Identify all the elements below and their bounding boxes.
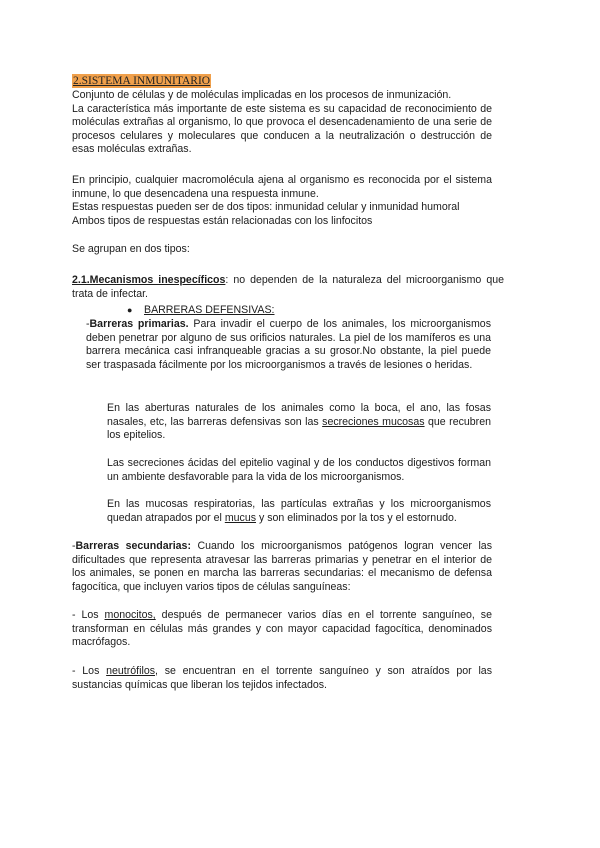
dash-prefix: - Los xyxy=(72,665,107,677)
respiratory-mucosa-paragraph xyxy=(107,498,491,525)
monocytes-term: monocitos, xyxy=(104,609,156,621)
neutrophils-text: , se encuentran en el torrente sanguíneo y son atraídos por las sustancias químicas que liberan los tejidos infectados. xyxy=(72,665,492,691)
intro-paragraph xyxy=(72,89,492,157)
dash-prefix: - xyxy=(86,318,90,330)
dash-prefix: - xyxy=(72,540,76,552)
primary-barriers-text: Para invadir el cuerpo de los animales, los microorganismos deben penetrar por alguno de sus orificios naturales. La piel de los mamíferos es una barrera mecánica casi infranqueable gracias a su grosor.No obstante, la piel puede ser traspasada fácilmente por los microorganismos a través de lesiones o heridas. xyxy=(86,318,491,371)
primary-barriers-label: Barreras primarias. xyxy=(89,318,189,330)
intro-text: La característica más importante de este sistema es su capacidad de reconocimiento de moléculas extrañas al organismo, lo que provoca el desencadenamiento de una serie de procesos celulares y moleculares que conducen a la neutralización o destrucción de esas moléculas extrañas. xyxy=(72,102,492,156)
openings-text-end: que recubren los epitelios. xyxy=(107,415,491,442)
acid-secretions-paragraph: Las secreciones ácidas del epitelio vaginal y de los conductos digestivos forman un ambiente desfavorable para la vida de los microorganismos. xyxy=(107,457,491,483)
lymphocytes-text: Ambos tipos de respuestas están relacionadas con los linfocitos xyxy=(72,214,373,227)
bullet-icon: ● xyxy=(127,305,133,315)
dash-prefix: - Los xyxy=(72,609,105,621)
subsection-heading: 2.1.Mecanismos inespecíficos xyxy=(72,274,226,286)
neutrophils-term: neutrófilos xyxy=(106,665,156,677)
response-types-text: Estas respuestas pueden ser de dos tipos: inmunidad celular y inmunidad humoral xyxy=(72,201,460,214)
secondary-barriers-text: Cuando los microorganismos patógenos logran vencer las dificultades que representa atravesar las barreras primarias y penetrar en el interior de los animales, se ponen en marcha las barreras secundarias: el mecanismo de defensa fagocítica, que incluyen varios tipos de células sanguíneas: xyxy=(72,540,492,593)
openings-paragraph xyxy=(107,402,491,443)
openings-text: En las aberturas naturales de los animales como la boca, el ano, las fosas nasales, etc, las barreras defensivas son las xyxy=(107,402,491,428)
monocytes-text: después de permanecer varios días en el torrente sanguíneo, se transforman en células más grandes y con mayor capacidad fagocítica, denominados macrófagos. xyxy=(72,609,492,649)
mecanismos-paragraph xyxy=(72,274,504,301)
subsection-intro: : no dependen de la naturaleza del microorganismo que trata de infectar. xyxy=(72,274,504,300)
secondary-barriers-label: Barreras secundarias: xyxy=(75,540,191,552)
respiratory-text: En las mucosas respiratorias, las partículas extrañas y los microorganismos quedan atrapados por el xyxy=(107,498,491,524)
bullet-label: BARRERAS DEFENSIVAS: xyxy=(144,304,275,316)
antigen-paragraph xyxy=(72,174,492,228)
secondary-barriers-paragraph xyxy=(72,540,492,594)
mucous-secretions-term: secreciones mucosas xyxy=(322,415,425,428)
neutrophils-paragraph xyxy=(72,665,492,692)
monocytes-paragraph xyxy=(72,609,492,650)
mucus-term: mucus xyxy=(224,511,257,524)
respiratory-text-end: y son eliminados por la tos y el estornudo. xyxy=(256,511,457,524)
primary-barriers-paragraph xyxy=(86,318,491,372)
grouping-line: Se agrupan en dos tipos: xyxy=(72,243,190,255)
section-title: 2.SISTEMA INMUNITARIO xyxy=(73,75,211,87)
intro-line: Conjunto de células y de moléculas implicadas en los procesos de inmunización. xyxy=(72,89,452,101)
antigen-text: En principio, cualquier macromolécula ajena al organismo es reconocida por el sistema inmune, lo que desencadena una respuesta inmune. xyxy=(72,174,492,200)
